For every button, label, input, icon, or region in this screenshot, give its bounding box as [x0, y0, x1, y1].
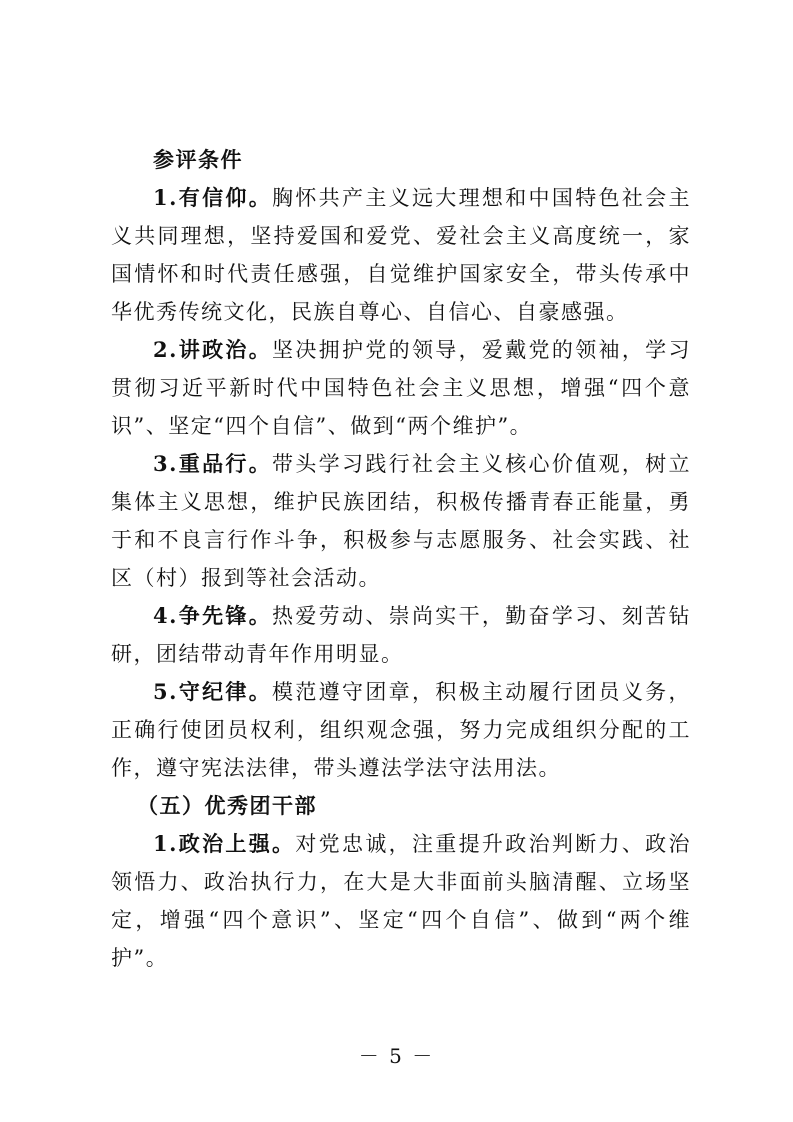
criterion-5-text: 模范遵守团章，积极主动履行团员义务，正确行使团员权利，组织观念强，努力完成组织分配的工作，遵守宪法法律，带头遵法学法守法用法。: [111, 680, 691, 780]
criterion-5-label: 5.守纪律。: [153, 679, 273, 704]
criterion-4: [111, 597, 691, 673]
criterion-2: [111, 331, 691, 445]
criterion-3-label: 3.重品行。: [153, 451, 273, 476]
page-number: － 5 －: [358, 1044, 435, 1068]
section-item-1-label: 1.政治上强。: [153, 831, 296, 856]
section-heading: （五）优秀团干部: [137, 793, 317, 818]
criterion-1: [111, 179, 691, 331]
section-item-1: [111, 825, 691, 977]
criteria-heading: 参评条件: [153, 147, 243, 172]
criterion-1-label: 1.有信仰。: [153, 185, 273, 210]
criterion-5: [111, 673, 691, 787]
criterion-3: [111, 445, 691, 597]
document-body: [111, 141, 691, 977]
criterion-4-text: 热爱劳动、崇尚实干，勤奋学习、刻苦钻研，团结带动青年作用明显。: [111, 604, 691, 666]
criterion-3-text: 带头学习践行社会主义核心价值观，树立集体主义思想，维护民族团结，积极传播青春正能量，勇于和不良言行作斗争，积极参与志愿服务、社会实践、社区（村）报到等社会活动。: [111, 452, 691, 590]
criterion-4-label: 4.争先锋。: [153, 603, 273, 628]
criterion-2-text: 坚决拥护党的领导，爱戴党的领袖，学习贯彻习近平新时代中国特色社会主义思想，增强“四个意识”、坚定“四个自信”、做到“两个维护”。: [111, 338, 691, 438]
criterion-1-text: 胸怀共产主义远大理想和中国特色社会主义共同理想，坚持爱国和爱党、爱社会主义高度统一，家国情怀和时代责任感强，自觉维护国家安全，带头传承中华优秀传统文化，民族自尊心、自信心、自豪感强。: [111, 186, 691, 324]
criterion-2-label: 2.讲政治。: [153, 337, 273, 362]
section-item-1-text: 对党忠诚，注重提升政治判断力、政治领悟力、政治执行力，在大是大非面前头脑清醒、立场坚定，增强“四个意识”、坚定“四个自信”、做到“两个维护”。: [111, 832, 691, 970]
